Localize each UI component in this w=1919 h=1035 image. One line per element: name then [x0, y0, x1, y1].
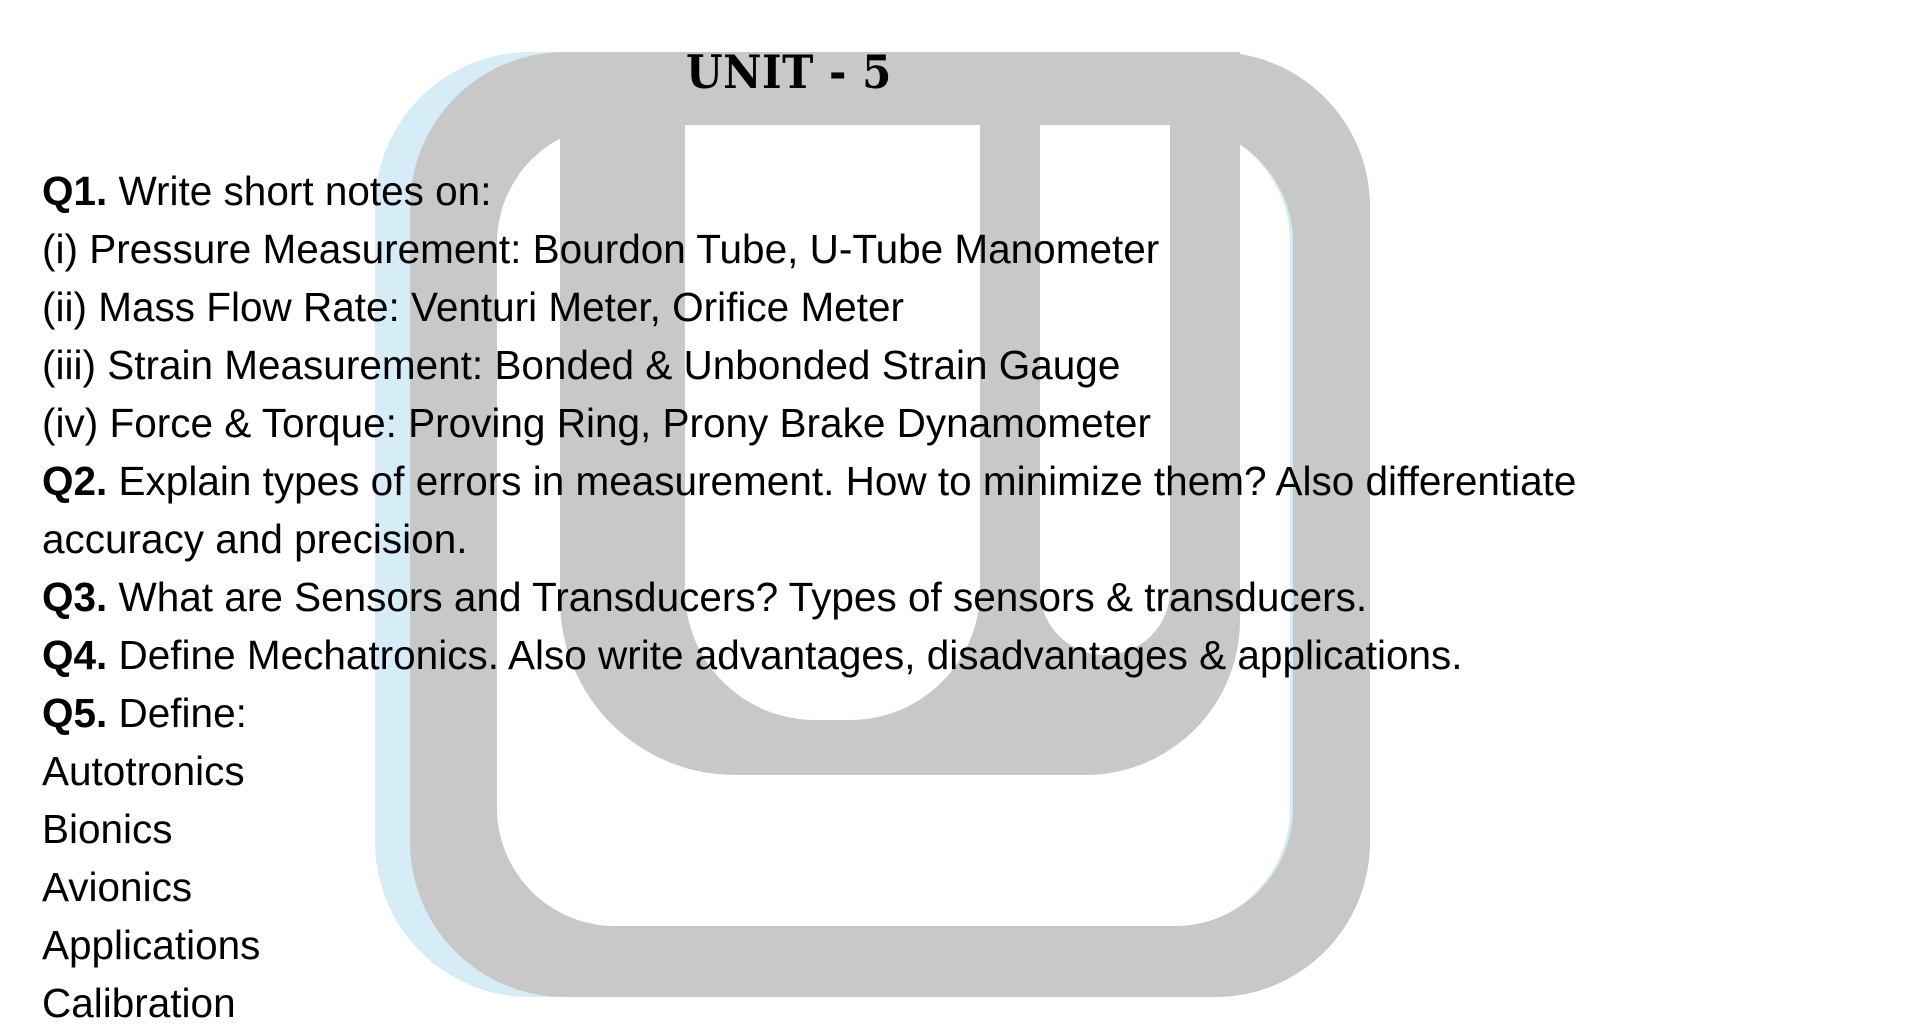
q5-item-1: Autotronics: [42, 748, 245, 794]
question-text: Explain types of errors in measurement. How to minimize them? Also differentiate: [107, 458, 1577, 504]
question-1: [42, 162, 1862, 220]
q5-item-3: Avionics: [42, 864, 193, 910]
question-text: What are Sensors and Transducers? Types of sensors & transducers.: [107, 574, 1368, 620]
question-4: [42, 626, 1862, 684]
question-2: [42, 452, 1862, 510]
question-label: Q2.: [42, 458, 108, 504]
question-5: [42, 684, 1862, 742]
question-3: [42, 568, 1862, 626]
question-text: Write short notes on:: [107, 168, 492, 214]
question-label: Q1.: [42, 168, 108, 214]
q1-item-2: (ii) Mass Flow Rate: Venturi Meter, Orifice Meter: [42, 284, 904, 330]
q1-item-1: (i) Pressure Measurement: Bourdon Tube, U-Tube Manometer: [42, 226, 1160, 272]
page-title: UNIT - 5: [686, 46, 892, 99]
q5-item-5: Calibration: [42, 980, 236, 1026]
question-text: Define:: [107, 690, 247, 736]
q1-item-3: (iii) Strain Measurement: Bonded & Unbonded Strain Gauge: [42, 342, 1121, 388]
question-2-continuation: accuracy and precision.: [42, 516, 468, 562]
question-label: Q3.: [42, 574, 108, 620]
question-list: [42, 162, 1862, 1032]
q1-item-4: (iv) Force & Torque: Proving Ring, Prony Brake Dynamometer: [42, 400, 1151, 446]
q5-item-2: Bionics: [42, 806, 173, 852]
q5-item-4: Applications: [42, 922, 261, 968]
question-label: Q4.: [42, 632, 108, 678]
question-label: Q5.: [42, 690, 108, 736]
question-text: Define Mechatronics. Also write advantages, disadvantages & applications.: [107, 632, 1463, 678]
